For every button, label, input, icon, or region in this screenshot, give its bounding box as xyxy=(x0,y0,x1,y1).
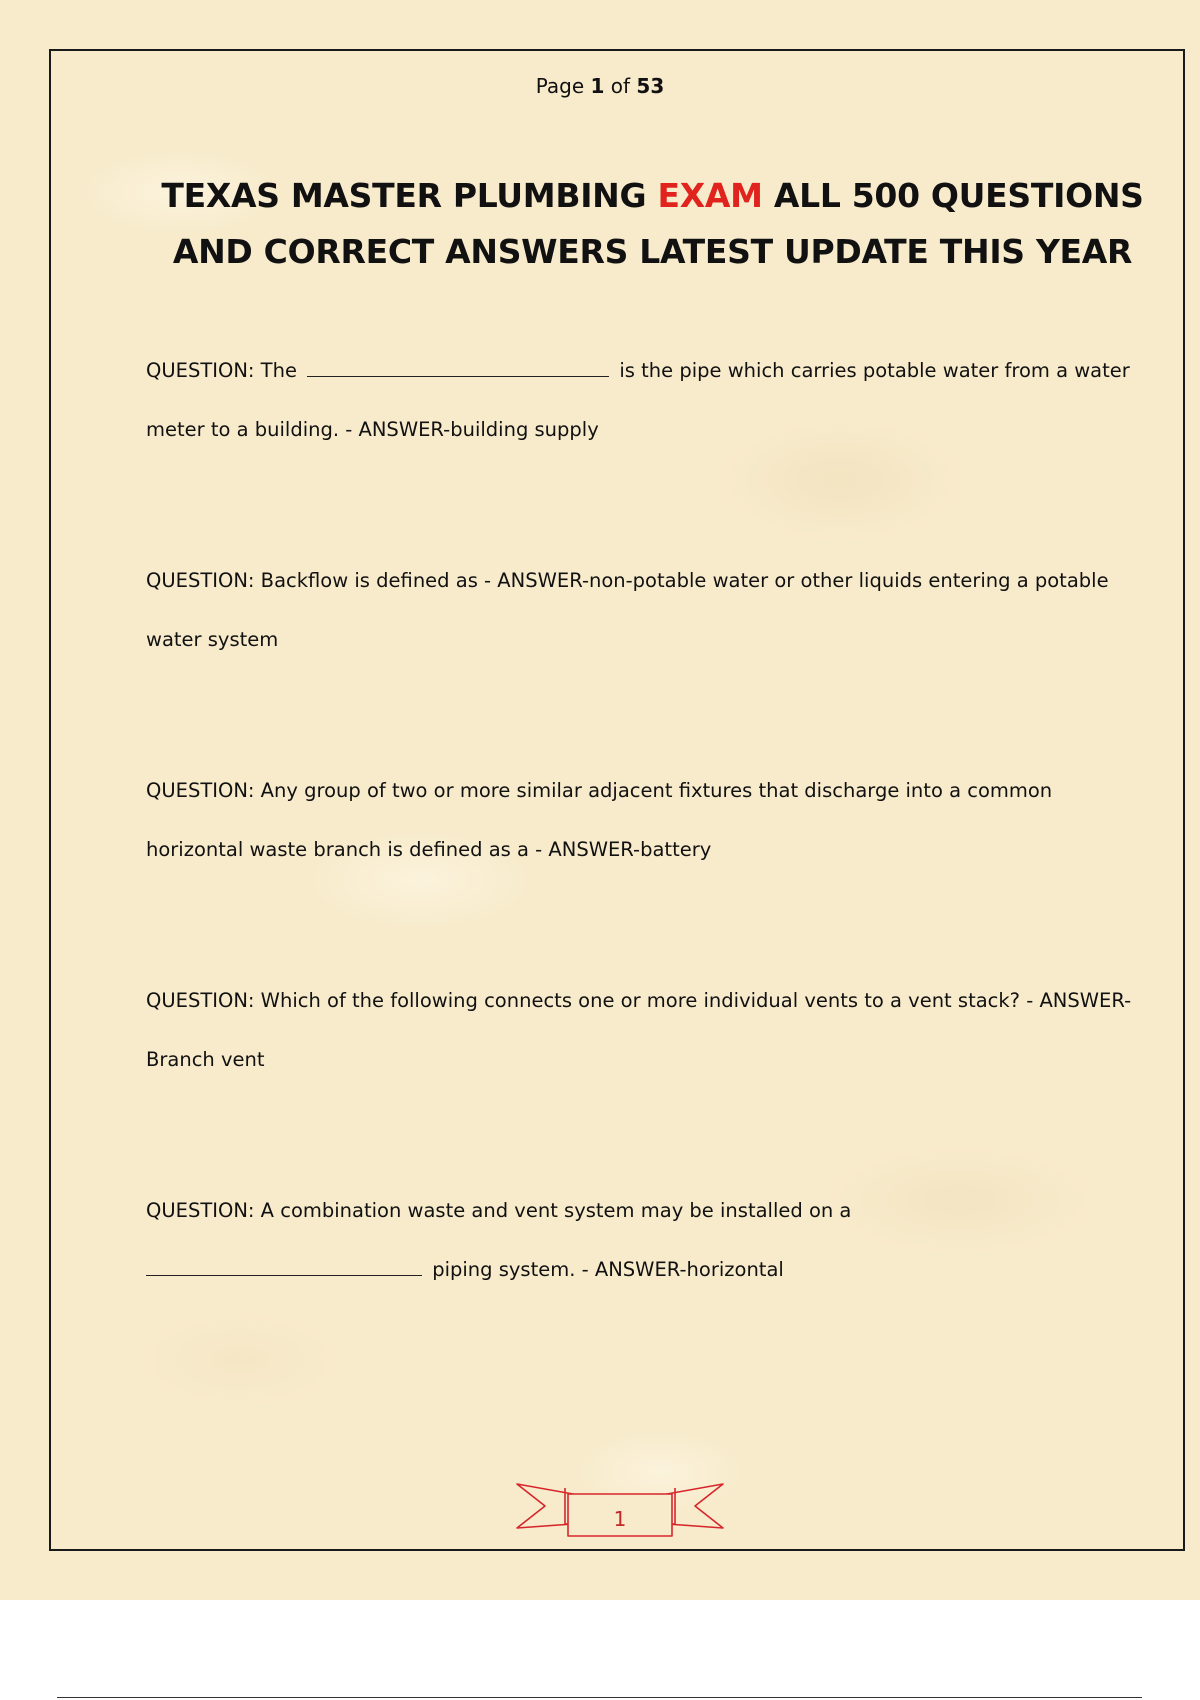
fill-in-blank xyxy=(146,1255,422,1276)
question-item xyxy=(146,1181,1146,1299)
page-label: Page xyxy=(535,74,585,98)
page-counter xyxy=(0,74,1200,98)
total-pages: 53 xyxy=(636,74,665,98)
question-answer-text: QUESTION: Backflow is defined as - ANSWER-non-potable water or other liquids entering a potable water system xyxy=(146,569,1109,651)
fill-in-blank xyxy=(307,356,609,377)
question-answer-text: piping system. - ANSWER-horizontal xyxy=(432,1258,784,1281)
question-item xyxy=(146,341,1146,459)
question-answer-text: QUESTION: Any group of two or more similar adjacent fixtures that discharge into a common horizontal waste branch is defined as a - ANSWER-battery xyxy=(146,779,1053,861)
footer-divider xyxy=(57,1697,1142,1698)
question-text: QUESTION: The xyxy=(146,359,297,382)
question-item xyxy=(146,761,1146,879)
current-page-number: 1 xyxy=(590,74,605,98)
question-answer-text: QUESTION: Which of the following connects one or more individual vents to a vent stack? - ANSWER-Branch vent xyxy=(146,989,1132,1071)
title-part-1: TEXAS MASTER PLUMBING xyxy=(161,176,647,215)
page-of-label: of xyxy=(610,74,631,98)
title-part-2: ALL 500 QUESTIONS AND CORRECT ANSWERS LATEST UPDATE THIS YEAR xyxy=(172,176,1144,271)
title-accent-word: EXAM xyxy=(657,176,763,215)
question-item xyxy=(146,551,1146,669)
document-title xyxy=(145,168,1160,280)
question-answer-text: is the pipe which carries potable water from a water meter to a building. - ANSWER-building supply xyxy=(146,359,1130,441)
question-item xyxy=(146,971,1146,1089)
question-text: QUESTION: A combination waste and vent system may be installed on a xyxy=(146,1199,852,1222)
page-number: 1 xyxy=(613,1507,627,1531)
